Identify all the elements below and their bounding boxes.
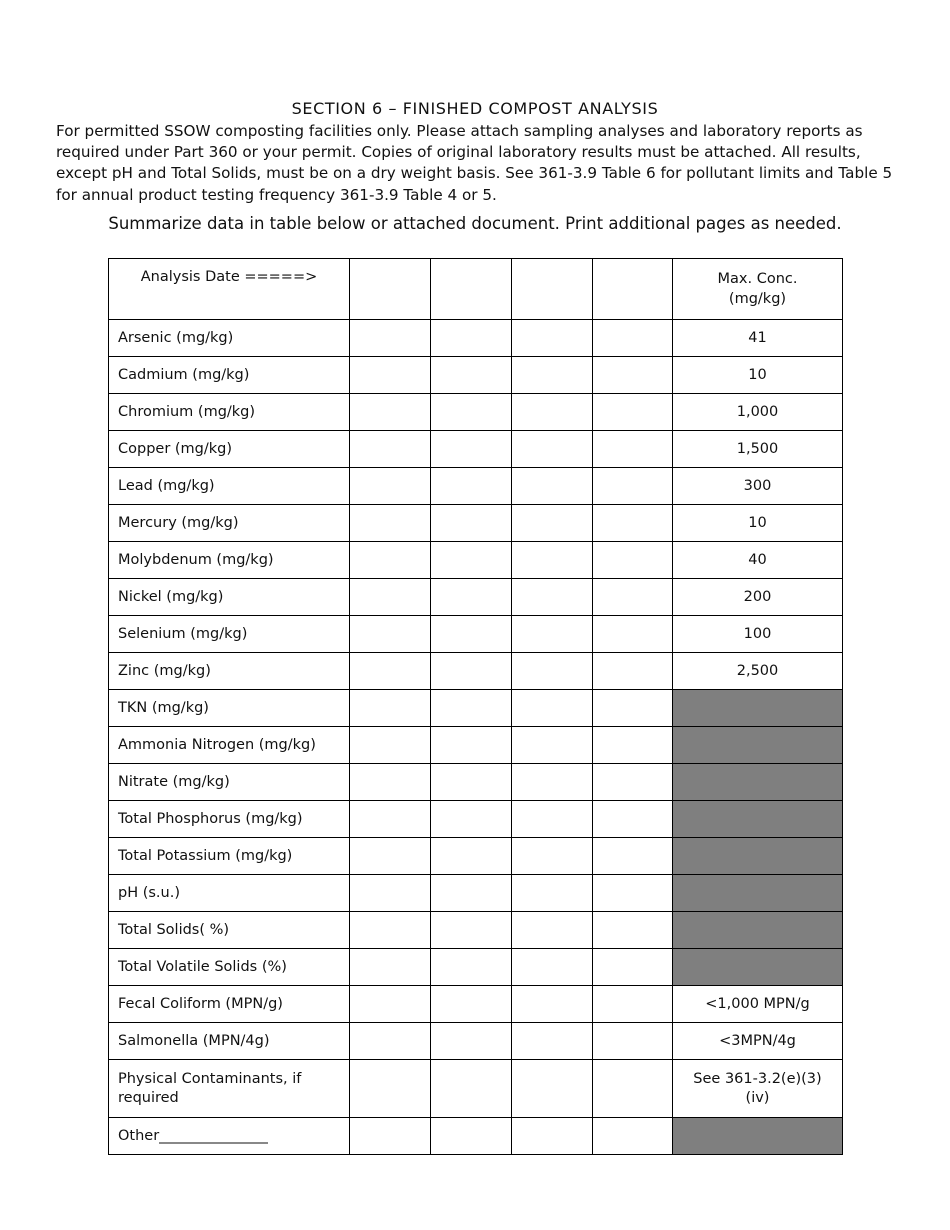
- result-input-cell[interactable]: [512, 616, 593, 653]
- shaded-max-cell: [673, 912, 843, 949]
- result-input-cell[interactable]: [431, 801, 512, 838]
- analyte-label: Nickel (mg/kg): [109, 579, 350, 616]
- result-input-cell[interactable]: [350, 690, 431, 727]
- result-input-cell[interactable]: [431, 1023, 512, 1060]
- table-row: [109, 394, 843, 431]
- table-row: [109, 616, 843, 653]
- result-input-cell[interactable]: [512, 431, 593, 468]
- table-row: [109, 801, 843, 838]
- result-input-cell[interactable]: [593, 690, 673, 727]
- result-input-cell[interactable]: [431, 394, 512, 431]
- result-input-cell[interactable]: [431, 431, 512, 468]
- table-row: [109, 357, 843, 394]
- analyte-label: Mercury (mg/kg): [109, 505, 350, 542]
- table-row: [109, 320, 843, 357]
- max-conc-header: Max. Conc. (mg/kg): [673, 259, 843, 320]
- result-input-cell[interactable]: [593, 727, 673, 764]
- result-input-cell[interactable]: [431, 468, 512, 505]
- result-input-cell[interactable]: [350, 727, 431, 764]
- analyte-label: Lead (mg/kg): [109, 468, 350, 505]
- shaded-max-cell: [673, 764, 843, 801]
- result-input-cell[interactable]: [350, 1060, 431, 1118]
- result-input-cell[interactable]: [350, 505, 431, 542]
- result-input-cell[interactable]: [350, 801, 431, 838]
- result-input-cell[interactable]: [593, 875, 673, 912]
- table-row: [109, 764, 843, 801]
- max-conc-value: <1,000 MPN/g: [673, 986, 843, 1023]
- table-row: [109, 653, 843, 690]
- result-input-cell[interactable]: [512, 986, 593, 1023]
- analyte-label: Copper (mg/kg): [109, 431, 350, 468]
- analyte-label: Total Solids( %): [109, 912, 350, 949]
- result-input-cell[interactable]: [350, 616, 431, 653]
- table-row: [109, 949, 843, 986]
- analysis-date-input[interactable]: [512, 259, 593, 320]
- result-input-cell[interactable]: [593, 431, 673, 468]
- table-row: [109, 1118, 843, 1155]
- result-input-cell[interactable]: [350, 912, 431, 949]
- shaded-max-cell: [673, 1118, 843, 1155]
- max-conc-value: 200: [673, 579, 843, 616]
- table-row: [109, 1060, 843, 1118]
- result-input-cell[interactable]: [593, 320, 673, 357]
- analyte-label: Cadmium (mg/kg): [109, 357, 350, 394]
- result-input-cell[interactable]: [350, 579, 431, 616]
- result-input-cell[interactable]: [593, 949, 673, 986]
- table-row: [109, 542, 843, 579]
- result-input-cell[interactable]: [593, 357, 673, 394]
- max-conc-value: 10: [673, 357, 843, 394]
- analyte-label: Other_______________: [109, 1118, 350, 1155]
- table-row: [109, 431, 843, 468]
- result-input-cell[interactable]: [512, 357, 593, 394]
- result-input-cell[interactable]: [431, 986, 512, 1023]
- result-input-cell[interactable]: [431, 1060, 512, 1118]
- analyte-label: TKN (mg/kg): [109, 690, 350, 727]
- result-input-cell[interactable]: [350, 542, 431, 579]
- result-input-cell[interactable]: [512, 468, 593, 505]
- analyte-label: Chromium (mg/kg): [109, 394, 350, 431]
- table-row: [109, 1023, 843, 1060]
- analyte-label: Total Phosphorus (mg/kg): [109, 801, 350, 838]
- analyte-label: Arsenic (mg/kg): [109, 320, 350, 357]
- result-input-cell[interactable]: [431, 912, 512, 949]
- result-input-cell[interactable]: [512, 690, 593, 727]
- result-input-cell[interactable]: [512, 949, 593, 986]
- shaded-max-cell: [673, 838, 843, 875]
- shaded-max-cell: [673, 875, 843, 912]
- table-row: [109, 838, 843, 875]
- result-input-cell[interactable]: [512, 320, 593, 357]
- result-input-cell[interactable]: [431, 505, 512, 542]
- result-input-cell[interactable]: [431, 727, 512, 764]
- result-input-cell[interactable]: [512, 727, 593, 764]
- table-row: [109, 912, 843, 949]
- table-row: [109, 875, 843, 912]
- result-input-cell[interactable]: [512, 579, 593, 616]
- table-row: [109, 505, 843, 542]
- analyte-label: pH (s.u.): [109, 875, 350, 912]
- result-input-cell[interactable]: [431, 616, 512, 653]
- result-input-cell[interactable]: [350, 394, 431, 431]
- result-input-cell[interactable]: [512, 394, 593, 431]
- analyte-label: Selenium (mg/kg): [109, 616, 350, 653]
- result-input-cell[interactable]: [350, 431, 431, 468]
- result-input-cell[interactable]: [593, 616, 673, 653]
- result-input-cell[interactable]: [512, 838, 593, 875]
- analyte-label: Total Potassium (mg/kg): [109, 838, 350, 875]
- max-conc-value: 300: [673, 468, 843, 505]
- result-input-cell[interactable]: [593, 394, 673, 431]
- shaded-max-cell: [673, 801, 843, 838]
- analyte-label: Ammonia Nitrogen (mg/kg): [109, 727, 350, 764]
- table-row: [109, 579, 843, 616]
- result-input-cell[interactable]: [593, 912, 673, 949]
- max-conc-value: 1,000: [673, 394, 843, 431]
- result-input-cell[interactable]: [350, 764, 431, 801]
- result-input-cell[interactable]: [431, 579, 512, 616]
- result-input-cell[interactable]: [350, 320, 431, 357]
- result-input-cell[interactable]: [512, 542, 593, 579]
- max-conc-value: 40: [673, 542, 843, 579]
- result-input-cell[interactable]: [593, 579, 673, 616]
- max-conc-value: See 361-3.2(e)(3)(iv): [673, 1060, 843, 1118]
- result-input-cell[interactable]: [593, 801, 673, 838]
- result-input-cell[interactable]: [431, 838, 512, 875]
- result-input-cell[interactable]: [431, 320, 512, 357]
- result-input-cell[interactable]: [431, 875, 512, 912]
- result-input-cell[interactable]: [431, 1118, 512, 1155]
- max-conc-value: <3MPN/4g: [673, 1023, 843, 1060]
- max-conc-value: 1,500: [673, 431, 843, 468]
- result-input-cell[interactable]: [593, 468, 673, 505]
- analyte-label: Physical Contaminants, if required: [109, 1060, 350, 1118]
- analyte-label: Salmonella (MPN/4g): [109, 1023, 350, 1060]
- result-input-cell[interactable]: [350, 653, 431, 690]
- analyte-label: Total Volatile Solids (%): [109, 949, 350, 986]
- table-row: [109, 690, 843, 727]
- result-input-cell[interactable]: [350, 875, 431, 912]
- max-conc-value: 41: [673, 320, 843, 357]
- result-input-cell[interactable]: [593, 653, 673, 690]
- result-input-cell[interactable]: [593, 505, 673, 542]
- table-row: [109, 986, 843, 1023]
- result-input-cell[interactable]: [512, 764, 593, 801]
- result-input-cell[interactable]: [512, 801, 593, 838]
- shaded-max-cell: [673, 727, 843, 764]
- result-input-cell[interactable]: [350, 1023, 431, 1060]
- result-input-cell[interactable]: [512, 1023, 593, 1060]
- max-conc-value: 2,500: [673, 653, 843, 690]
- result-input-cell[interactable]: [593, 1060, 673, 1118]
- result-input-cell[interactable]: [593, 986, 673, 1023]
- analysis-date-input[interactable]: [431, 259, 512, 320]
- result-input-cell[interactable]: [593, 764, 673, 801]
- result-input-cell[interactable]: [350, 986, 431, 1023]
- result-input-cell[interactable]: [593, 838, 673, 875]
- intro-text: For permitted SSOW composting facilities only. Please attach sampling analyses and laboratory reports as required under Part 360 or your permit. Copies of original laboratory results must be attached. All results, except pH and Total Solids, must be on a dry weight basis. See 361-3.9 Table 6 for pollutant limits and Table 5 for annual product testing frequency 361-3.9 Table 4 or 5.: [56, 122, 893, 204]
- result-input-cell[interactable]: [431, 357, 512, 394]
- section-title: SECTION 6 – FINISHED COMPOST ANALYSIS: [291, 99, 659, 118]
- result-input-cell[interactable]: [593, 1118, 673, 1155]
- result-input-cell[interactable]: [512, 912, 593, 949]
- table-row: [109, 727, 843, 764]
- analyte-label: Fecal Coliform (MPN/g): [109, 986, 350, 1023]
- result-input-cell[interactable]: [512, 1118, 593, 1155]
- result-input-cell[interactable]: [512, 875, 593, 912]
- shaded-max-cell: [673, 690, 843, 727]
- shaded-max-cell: [673, 949, 843, 986]
- analysis-date-input[interactable]: [593, 259, 673, 320]
- table-header-row: [109, 259, 843, 320]
- result-input-cell[interactable]: [350, 357, 431, 394]
- summary-text: Summarize data in table below or attached document. Print additional pages as needed.: [108, 214, 842, 233]
- result-input-cell[interactable]: [512, 1060, 593, 1118]
- result-input-cell[interactable]: [350, 468, 431, 505]
- result-input-cell[interactable]: [431, 949, 512, 986]
- compost-analysis-table: [108, 258, 843, 1155]
- result-input-cell[interactable]: [512, 505, 593, 542]
- result-input-cell[interactable]: [431, 764, 512, 801]
- analyte-label: Molybdenum (mg/kg): [109, 542, 350, 579]
- max-conc-value: 100: [673, 616, 843, 653]
- result-input-cell[interactable]: [350, 838, 431, 875]
- result-input-cell[interactable]: [350, 1118, 431, 1155]
- table-row: [109, 468, 843, 505]
- analyte-label: Nitrate (mg/kg): [109, 764, 350, 801]
- result-input-cell[interactable]: [431, 653, 512, 690]
- result-input-cell[interactable]: [431, 542, 512, 579]
- result-input-cell[interactable]: [431, 690, 512, 727]
- max-conc-value: 10: [673, 505, 843, 542]
- analysis-date-input[interactable]: [350, 259, 431, 320]
- result-input-cell[interactable]: [593, 542, 673, 579]
- analysis-date-header: Analysis Date =====>: [109, 259, 350, 320]
- result-input-cell[interactable]: [512, 653, 593, 690]
- analyte-label: Zinc (mg/kg): [109, 653, 350, 690]
- result-input-cell[interactable]: [593, 1023, 673, 1060]
- result-input-cell[interactable]: [350, 949, 431, 986]
